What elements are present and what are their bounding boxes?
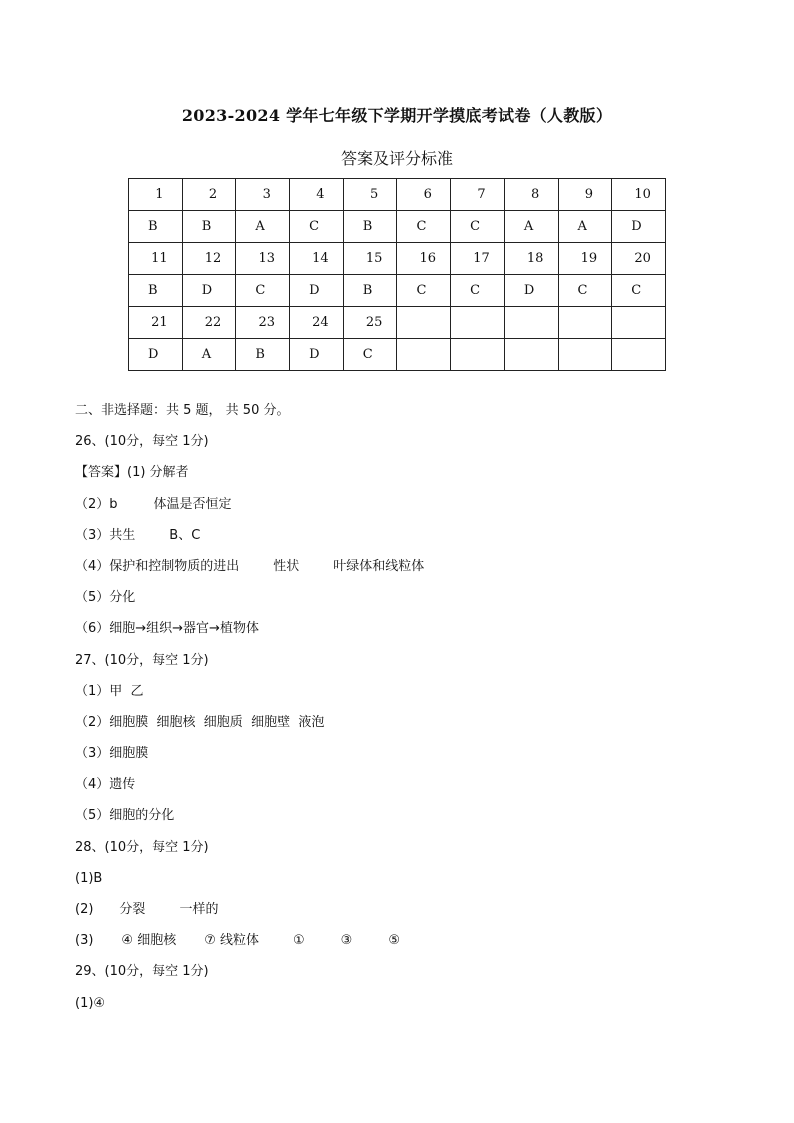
answer-table-cell: 18: [504, 243, 558, 275]
answer-table-cell: D: [182, 275, 236, 307]
answer-table-cell: 19: [558, 243, 612, 275]
q28-2-a: (2): [75, 902, 94, 917]
answer-table-row: [129, 243, 666, 275]
answer-table-cell: 10: [612, 179, 666, 211]
answer-table-cell: C: [397, 275, 451, 307]
answer-table-cell: [504, 307, 558, 339]
q28-line-3: [75, 932, 735, 963]
answer-table-cell: [451, 339, 505, 371]
answer-table-cell: [612, 307, 666, 339]
answer-table-cell: 20: [612, 243, 666, 275]
answer-table-cell: D: [504, 275, 558, 307]
q26-3-b: B、C: [169, 527, 201, 543]
q28-2-c: 一样的: [179, 902, 219, 917]
answer-table-row: [129, 275, 666, 307]
q29-line-1: (1)④: [75, 995, 106, 1011]
answer-table-cell: D: [290, 275, 344, 307]
q28-line-2: [75, 901, 735, 932]
answer-table-cell: C: [612, 275, 666, 307]
q26-line-4: [75, 558, 735, 589]
q28-3-a: (3): [75, 933, 94, 949]
answer-table-cell: A: [504, 211, 558, 243]
q26-4-b: 性状: [273, 558, 300, 574]
answer-table-cell: [397, 307, 451, 339]
answer-table-cell: 3: [236, 179, 290, 211]
answer-table: [128, 178, 666, 371]
q26-line-6: （6）细胞→组织→器官→植物体: [75, 621, 259, 637]
answer-table-cell: [612, 339, 666, 371]
answer-table-row: [129, 307, 666, 339]
answer-table-cell: 6: [397, 179, 451, 211]
answer-table-cell: 11: [129, 243, 183, 275]
answer-table-cell: 9: [558, 179, 612, 211]
q27-line-3: （3）细胞膜: [75, 746, 149, 762]
q26-4-c: 叶绿体和线粒体: [333, 558, 425, 574]
answer-table-cell: [504, 339, 558, 371]
answer-table-cell: C: [451, 211, 505, 243]
q28-3-d: ①: [293, 933, 305, 949]
answer-table-cell: [451, 307, 505, 339]
answer-table-cell: 21: [129, 307, 183, 339]
answer-table-cell: C: [397, 211, 451, 243]
answer-table-cell: 7: [451, 179, 505, 211]
answer-table-cell: C: [451, 275, 505, 307]
q28-2-b: 分裂: [119, 902, 146, 917]
answer-table-cell: 1: [129, 179, 183, 211]
q26-line-5: （5）分化: [75, 590, 136, 606]
answer-table-cell: 15: [343, 243, 397, 275]
answer-table-cell: B: [182, 211, 236, 243]
answer-table-cell: 23: [236, 307, 290, 339]
non-choice-section: [75, 402, 735, 1026]
q26-line-1: 【答案】(1) 分解者: [75, 465, 189, 481]
q29-header: 29、(10分，每空 1分): [75, 964, 209, 980]
answer-table-row: [129, 339, 666, 371]
answer-table-cell: 12: [182, 243, 236, 275]
answer-table-cell: 25: [343, 307, 397, 339]
q27-header: 27、(10分，每空 1分): [75, 652, 209, 668]
q28-header: 28、(10分，每空 1分): [75, 839, 209, 855]
answer-table-cell: 5: [343, 179, 397, 211]
q27-line-2: （2）细胞膜 细胞核 细胞质 细胞壁 液泡: [75, 714, 325, 730]
answer-table-cell: 2: [182, 179, 236, 211]
answer-table-row: [129, 211, 666, 243]
q27-line-5: （5）细胞的分化: [75, 808, 175, 824]
q26-2-a: （2）b: [75, 496, 118, 512]
document-title: 2023-2024 学年七年级下学期开学摸底考试卷（人教版）: [181, 106, 613, 125]
answer-table-cell: A: [182, 339, 236, 371]
answer-table-cell: B: [343, 275, 397, 307]
answer-table-cell: [558, 339, 612, 371]
answer-table-cell: 13: [236, 243, 290, 275]
section-heading: 二、非选择题：共 5 题， 共 50 分。: [75, 403, 290, 418]
answer-table-cell: 16: [397, 243, 451, 275]
q28-3-c: ⑦ 线粒体: [204, 933, 260, 949]
q28-3-b: ④ 细胞核: [121, 933, 177, 949]
q28-3-e: ③: [340, 933, 353, 949]
q27-line-4: （4）遗传: [75, 777, 136, 793]
q26-2-b: 体温是否恒定: [153, 496, 232, 512]
q27-line-1: （1）甲 乙: [75, 683, 144, 699]
answer-table-cell: B: [129, 211, 183, 243]
answer-table-cell: 4: [290, 179, 344, 211]
answer-table-cell: C: [558, 275, 612, 307]
q26-line-3: [75, 527, 735, 558]
q26-header: 26、(10分，每空 1分): [75, 434, 209, 450]
answer-table-cell: 8: [504, 179, 558, 211]
q28-3-f: ⑤: [388, 933, 400, 949]
answer-table-cell: 14: [290, 243, 344, 275]
answer-table-cell: B: [236, 339, 290, 371]
answer-table-cell: 22: [182, 307, 236, 339]
answer-table-cell: D: [290, 339, 344, 371]
answer-table-cell: C: [343, 339, 397, 371]
answer-table-cell: A: [558, 211, 612, 243]
answer-table-cell: 17: [451, 243, 505, 275]
answer-table-cell: [558, 307, 612, 339]
answer-table-cell: D: [129, 339, 183, 371]
q28-line-1: (1)B: [75, 870, 103, 886]
document-subtitle: 答案及评分标准: [340, 149, 453, 168]
answer-table-cell: D: [612, 211, 666, 243]
answer-table-cell: 24: [290, 307, 344, 339]
answer-table-cell: B: [343, 211, 397, 243]
q26-3-a: （3）共生: [75, 527, 136, 543]
answer-table-cell: C: [236, 275, 290, 307]
q26-4-a: （4）保护和控制物质的进出: [75, 558, 240, 574]
answer-table-cell: C: [290, 211, 344, 243]
answer-table-cell: [397, 339, 451, 371]
answer-table-row: [129, 179, 666, 211]
answer-table-cell: A: [236, 211, 290, 243]
q26-line-2: [75, 496, 735, 527]
answer-table-cell: B: [129, 275, 183, 307]
